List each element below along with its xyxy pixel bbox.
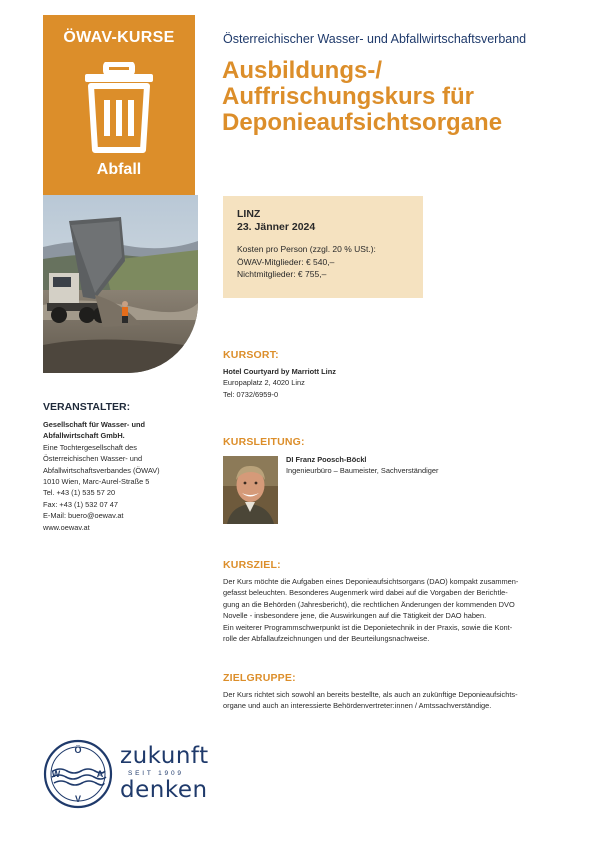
course-goal-heading: KURSZIEL:	[223, 559, 281, 571]
target-group-heading: ZIELGRUPPE:	[223, 672, 296, 684]
course-city: LINZ	[237, 208, 261, 220]
organizer-line: Österreichischen Wasser- und	[43, 454, 143, 464]
organizer-email[interactable]: E-Mail: buero@oewav.at	[43, 511, 124, 521]
series-tag: ÖWAV-KURSE	[63, 29, 175, 46]
title-line: Deponieaufsichtsorgane	[222, 109, 503, 136]
nonmember-price: Nichtmitglieder: € 755,–	[237, 269, 327, 279]
instructor-portrait	[223, 456, 278, 524]
venue-phone: Tel: 0732/6959-0	[223, 389, 279, 399]
goal-text-line: gung an die Behörden (Jahresbericht), die rechtlichen Änderungen der kommenden DVO	[223, 599, 515, 609]
organizer-phone: Tel. +43 (1) 535 57 20	[43, 488, 116, 498]
venue-heading: KURSORT:	[223, 349, 279, 361]
title-line: Ausbildungs-/	[222, 57, 382, 84]
course-lead-heading: KURSLEITUNG:	[223, 436, 305, 448]
organizer-fax: Fax: +43 (1) 532 07 47	[43, 499, 118, 509]
slogan-bottom: denken	[120, 777, 208, 803]
venue-name: Hotel Courtyard by Marriott Linz	[223, 367, 336, 376]
organizer-website[interactable]: www.oewav.at	[43, 522, 90, 532]
logo-letter: A	[96, 769, 104, 779]
target-text-line: organe und auch an interessierte Behördenvertreter:innen / Amtssachverständige.	[223, 701, 492, 711]
organizer-line: Eine Tochtergesellschaft des	[43, 442, 137, 452]
cost-details	[237, 243, 409, 281]
trash-bin-icon	[83, 62, 155, 159]
course-lead-section	[223, 436, 573, 476]
organization-name: Österreichischer Wasser- und Abfallwirtschaftsverband	[223, 32, 527, 46]
category-label: Abfall	[96, 161, 142, 178]
category-panel	[43, 15, 195, 195]
logo-letter: W	[51, 769, 61, 779]
organizer-section	[43, 401, 203, 533]
slogan-since: SEIT 1909	[128, 770, 184, 777]
course-date: 23. Jänner 2024	[237, 221, 316, 233]
instructor-role: Ingenieurbüro – Baumeister, Sachverständiger	[286, 466, 439, 476]
venue-section	[223, 349, 573, 400]
organizer-heading: VERANSTALTER:	[43, 401, 131, 413]
course-goal-section	[223, 559, 573, 644]
organizer-address: 1010 Wien, Marc-Aurel-Straße 5	[43, 477, 150, 487]
dump-truck-photo	[43, 195, 198, 373]
slogan-top: zukunft	[120, 743, 209, 769]
instructor-name: DI Franz Poosch-Böckl	[286, 455, 367, 464]
target-group-section	[223, 672, 573, 712]
goal-text-line: Der Kurs möchte die Aufgaben eines Deponieaufsichtsorgans (DAO) kompakt zusammen-	[223, 577, 519, 586]
goal-text-line: Novelle - insbesondere jene, die Auswirkungen auf die Tätigkeit der DAO haben.	[223, 611, 487, 621]
member-price: ÖWAV-Mitglieder: € 540,–	[237, 256, 335, 267]
course-title	[222, 58, 582, 136]
organizer-line: Abfallwirtschaftsverbandes (ÖWAV)	[43, 465, 160, 475]
organizer-company: Gesellschaft für Wasser- und	[43, 420, 145, 429]
cost-label: Kosten pro Person (zzgl. 20 % USt.):	[237, 244, 376, 254]
logo-letter: Ö	[74, 745, 82, 755]
organizer-company: Abfallwirtschaft GmbH.	[43, 431, 125, 441]
date-cost-box	[223, 196, 423, 298]
venue-address: Europaplatz 2, 4020 Linz	[223, 378, 305, 388]
goal-text-line: rolle der Abfallaufzeichnungen und der Beurteilungsnachweise.	[223, 634, 430, 644]
logo-letter: V	[74, 794, 82, 804]
goal-text-line: gefasst beleuchten. Besonderes Augenmerk wird dabei auf die Vorgaben der Berichtle-	[223, 588, 508, 598]
title-line: Auffrischungskurs für	[222, 83, 475, 110]
oewav-logo	[43, 739, 113, 814]
slogan	[120, 744, 209, 802]
goal-text-line: Ein weiterer Programmschwerpunkt ist die Deponietechnik in der Praxis, sowie die Kont-	[223, 622, 513, 632]
target-text-line: Der Kurs richtet sich sowohl an bereits bestellte, als auch an zukünftige Deponieaufsichts-	[223, 690, 518, 699]
